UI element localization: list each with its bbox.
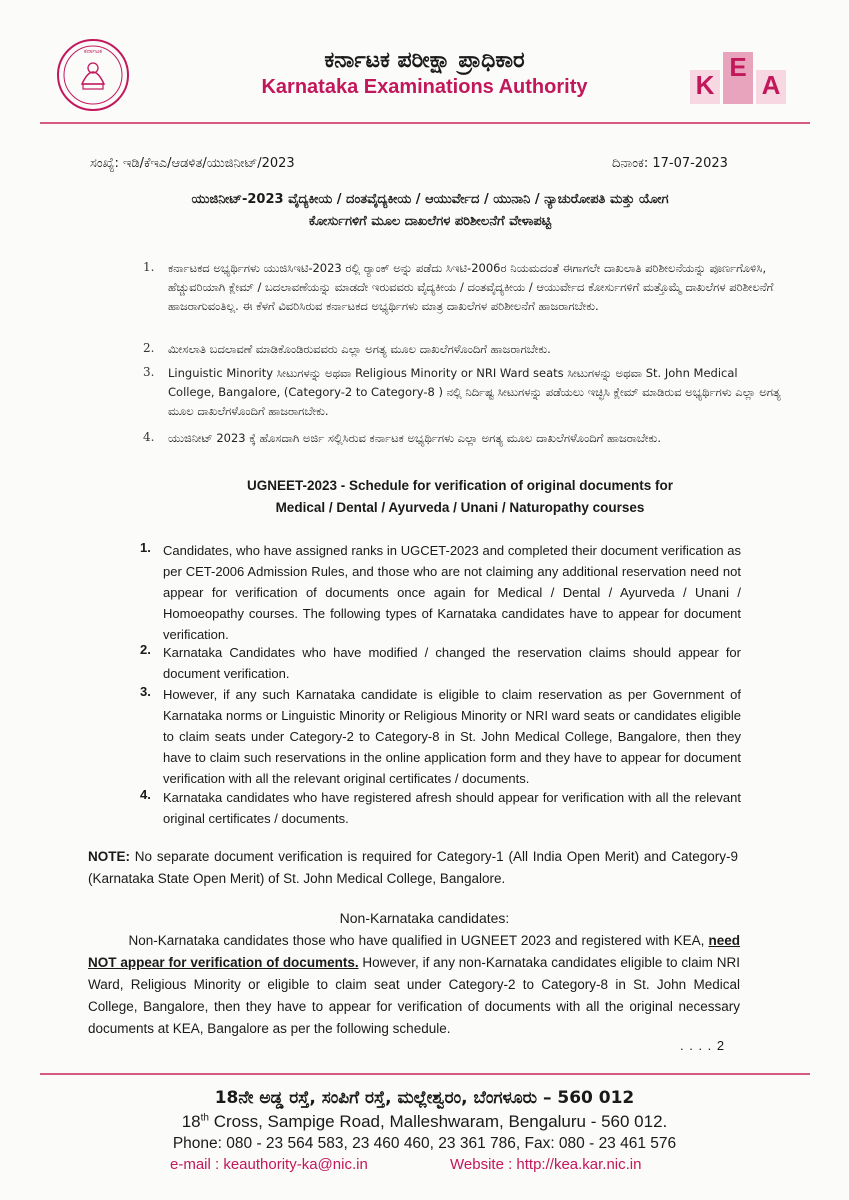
english-heading-line1: UGNEET-2023 - Schedule for verification of original documents for [246, 478, 674, 493]
english-heading-line2: Medical / Dental / Ayurveda / Unani / Naturopathy courses [275, 500, 645, 515]
kannada-heading-line1: ಯುಜಿನೀಟ್-2023 ವೈದ್ಯಕೀಯ / ದಂತವೈದ್ಯಕೀಯ / ಆಯುರ್ವೇದ / ಯುನಾನಿ / ನ್ಯಾಚುರೋಪತಿ ಮತ್ತು ಯೋಗ [191, 192, 669, 207]
kannada-list-item: Linguistic Minority ಸೀಟುಗಳನ್ನು ಅಥವಾ Religious Minority or NRI Ward seats ಸೀಟುಗಳನ್ನು ಅಥವಾ St. John Medical College, Bangalore, (Category-2 to Category-8 ) ನಲ್ಲಿ ನಿರ್ದಿಷ್ಟ ಸೀಟುಗಳನ್ನು ಪಡೆಯಲು ಇಚ್ಛಿಸಿ ಕ್ಲೇಮ್ ಮಾಡಿರುವ ಅಭ್ಯರ್ಥಿಗಳು ಎಲ್ಲಾ ಅಗತ್ಯ ಮೂಲ ದಾಖಲೆಗಳೊಂದಿಗೆ ಹಾಜರಾಗಬೇಕು. [168, 366, 781, 418]
header-divider [40, 122, 810, 124]
kannada-item-number: 2. [143, 341, 155, 355]
item-number: 2. [140, 642, 151, 657]
footer-divider [40, 1073, 810, 1075]
list-item: Candidates, who have assigned ranks in UGCET-2023 and completed their document verification as per CET-2006 Admission Rules, and those who are not claiming any additional reservation need not appear for verification of documents once again for Medical / Dental / Ayurveda / Unani / Homoeopathy courses. The following types of Karnataka candidates have to appear for document verification. [163, 543, 741, 642]
address-rest: Cross, Sampige Road, Malleshwaram, Bengaluru - 560 012. [208, 1112, 668, 1131]
kannada-heading-line2: ಕೋರ್ಸುಗಳಿಗೆ ಮೂಲ ದಾಖಲೆಗಳ ಪರಿಶೀಲನೆಗೆ ವೇಳಾಪಟ್ಟಿ [308, 214, 552, 229]
nk-text-after: However, if any non-Karnataka candidates eligible to claim NRI Ward, Religious Minority or eligible to claim seat under Category-2 to Category-8 in St. John Medical College, Bangalore, then they have to appear for verification of documents with all the original necessary documents at KEA, Bangalore as per the following schedule. [88, 955, 740, 1036]
footer-phone: Phone: 080 - 23 564 583, 23 460 460, 23 361 786, Fax: 080 - 23 461 576 [172, 1135, 677, 1152]
address-number: 18 [181, 1112, 201, 1131]
note-text: No separate document verification is required for Category-1 (All India Open Merit) and Category-9 (Karnataka State Open Merit) of St. John Medical College, Bangalore. [88, 849, 738, 886]
kannada-list-item: ಕರ್ನಾಟಕದ ಅಭ್ಯರ್ಥಿಗಳು ಯುಜಿಸಿಇಟಿ-2023 ರಲ್ಲಿ ರ್‍ಯಾಂಕ್ ಅನ್ನು ಪಡೆದು ಸಿಇಟಿ-2006ರ ನಿಯಮದಂತೆ ಈಗಾಗಲೇ ದಾಖಲಾತಿ ಪರಿಶೀಲನೆಯನ್ನು ಪೂರ್ಣಗೊಳಿಸಿ, ಹೆಚ್ಚುವರಿಯಾಗಿ ಕ್ಲೇಮ್ / ಬದಲಾವಣೆಯನ್ನು ಮಾಡದೇ ಇರುವವರು ವೈದ್ಯಕೀಯ / ದಂತವೈದ್ಯಕೀಯ / ಆಯುರ್ವೇದ ಕೋರ್ಸುಗಳಿಗೆ ಮತ್ತೊಮ್ಮೆ ದಾಖಲೆಗಳ ಪರಿಶೀಲನೆಗೆ ಹಾಜರಾಗುವಂತಿಲ್ಲ. ಈ ಕೆಳಗೆ ವಿವರಿಸಿರುವ ಕರ್ನಾಟಕದ ಅಭ್ಯರ್ಥಿಗಳು ಮಾತ್ರ ದಾಖಲೆಗಳ ಪರಿಶೀಲನೆಗೆ ಹಾಜರಾಗಬೇಕು. [168, 261, 774, 313]
list-item: Karnataka candidates who have registered afresh should appear for verification with all the relevant original certificates / documents. [163, 790, 741, 826]
kannada-item-number: 1. [143, 260, 155, 274]
page-continuation: . . . . 2 [680, 1038, 726, 1053]
item-number: 1. [140, 540, 151, 555]
note-label: NOTE: [88, 849, 130, 864]
kannada-item-number: 4. [143, 430, 155, 444]
footer-email[interactable]: e-mail : keauthority-ka@nic.in [170, 1156, 368, 1173]
kea-logo [690, 42, 790, 104]
note-paragraph [88, 846, 738, 890]
logo-letter-a: A [761, 70, 781, 100]
kannada-list-item: ಮೀಸಲಾತಿ ಬದಲಾವಣೆ ಮಾಡಿಕೊಂಡಿರುವವರು ಎಲ್ಲಾ ಅಗತ್ಯ ಮೂಲ ದಾಖಲೆಗಳೊಂದಿಗೆ ಹಾಜರಾಗಬೇಕು. [168, 342, 551, 356]
nk-emphasis: need NOT appear for verification of documents. [88, 933, 740, 970]
footer-address-english [0, 1112, 849, 1132]
footer-website[interactable]: Website : http://kea.kar.nic.in [450, 1156, 642, 1173]
seal-text: ಕರ್ನಾಟಕ [84, 48, 102, 55]
authority-title-english: Karnataka Examinations Authority [261, 76, 588, 98]
non-karnataka-title: Non-Karnataka candidates: [339, 910, 510, 926]
document-date: ದಿನಾಂಕ: 17-07-2023 [612, 156, 728, 171]
logo-letter-e: E [729, 52, 747, 82]
non-karnataka-paragraph [88, 930, 740, 1040]
nk-text-before: Non-Karnataka candidates those who have qualified in UGNEET 2023 and registered with KEA, [128, 933, 709, 948]
list-item: However, if any such Karnataka candidate is eligible to claim reservation as per Government of Karnataka norms or Linguistic Minority or Religious Minority or NRI ward seats or candidates eligible to claim seats under Category-2 to Category-8 in St. John Medical College, Bangalore, then they have to claim such reservations in the online application form and they have to appear for document verification with all the relevant original certificates / documents. [163, 687, 741, 786]
logo-letter-k: K [695, 70, 715, 100]
kannada-item-number: 3. [143, 365, 155, 379]
item-number: 4. [140, 787, 151, 802]
authority-title-kannada: ಕರ್ನಾಟಕ ಪರೀಕ್ಷಾ ಪ್ರಾಧಿಕಾರ [324, 48, 525, 73]
footer-address-kannada: 18ನೇ ಅಡ್ಡ ರಸ್ತೆ, ಸಂಪಿಗೆ ರಸ್ತೆ, ಮಲ್ಲೇಶ್ವರಂ, ಬೆಂಗಳೂರು – 560 012 [214, 1088, 635, 1108]
item-number: 3. [140, 684, 151, 699]
list-item: Karnataka Candidates who have modified / changed the reservation claims should appear for document verification. [163, 645, 741, 681]
address-ordinal: th [200, 1112, 209, 1124]
kannada-list-item: ಯುಜಿನೀಟ್ 2023 ಕ್ಕೆ ಹೊಸದಾಗಿ ಅರ್ಜಿ ಸಲ್ಲಿಸಿರುವ ಕರ್ನಾಟಕ ಅಭ್ಯರ್ಥಿಗಳು ಎಲ್ಲಾ ಅಗತ್ಯ ಮೂಲ ದಾಖಲೆಗಳೊಂದಿಗೆ ಹಾಜರಾಬೇಕು. [168, 431, 661, 445]
reference-number: ಸಂಖ್ಯೆ: ಇಡಿ/ಕೆಇಎ/ಆಡಳಿತ/ಯುಜಿನೀಟ್/2023 [90, 156, 295, 171]
